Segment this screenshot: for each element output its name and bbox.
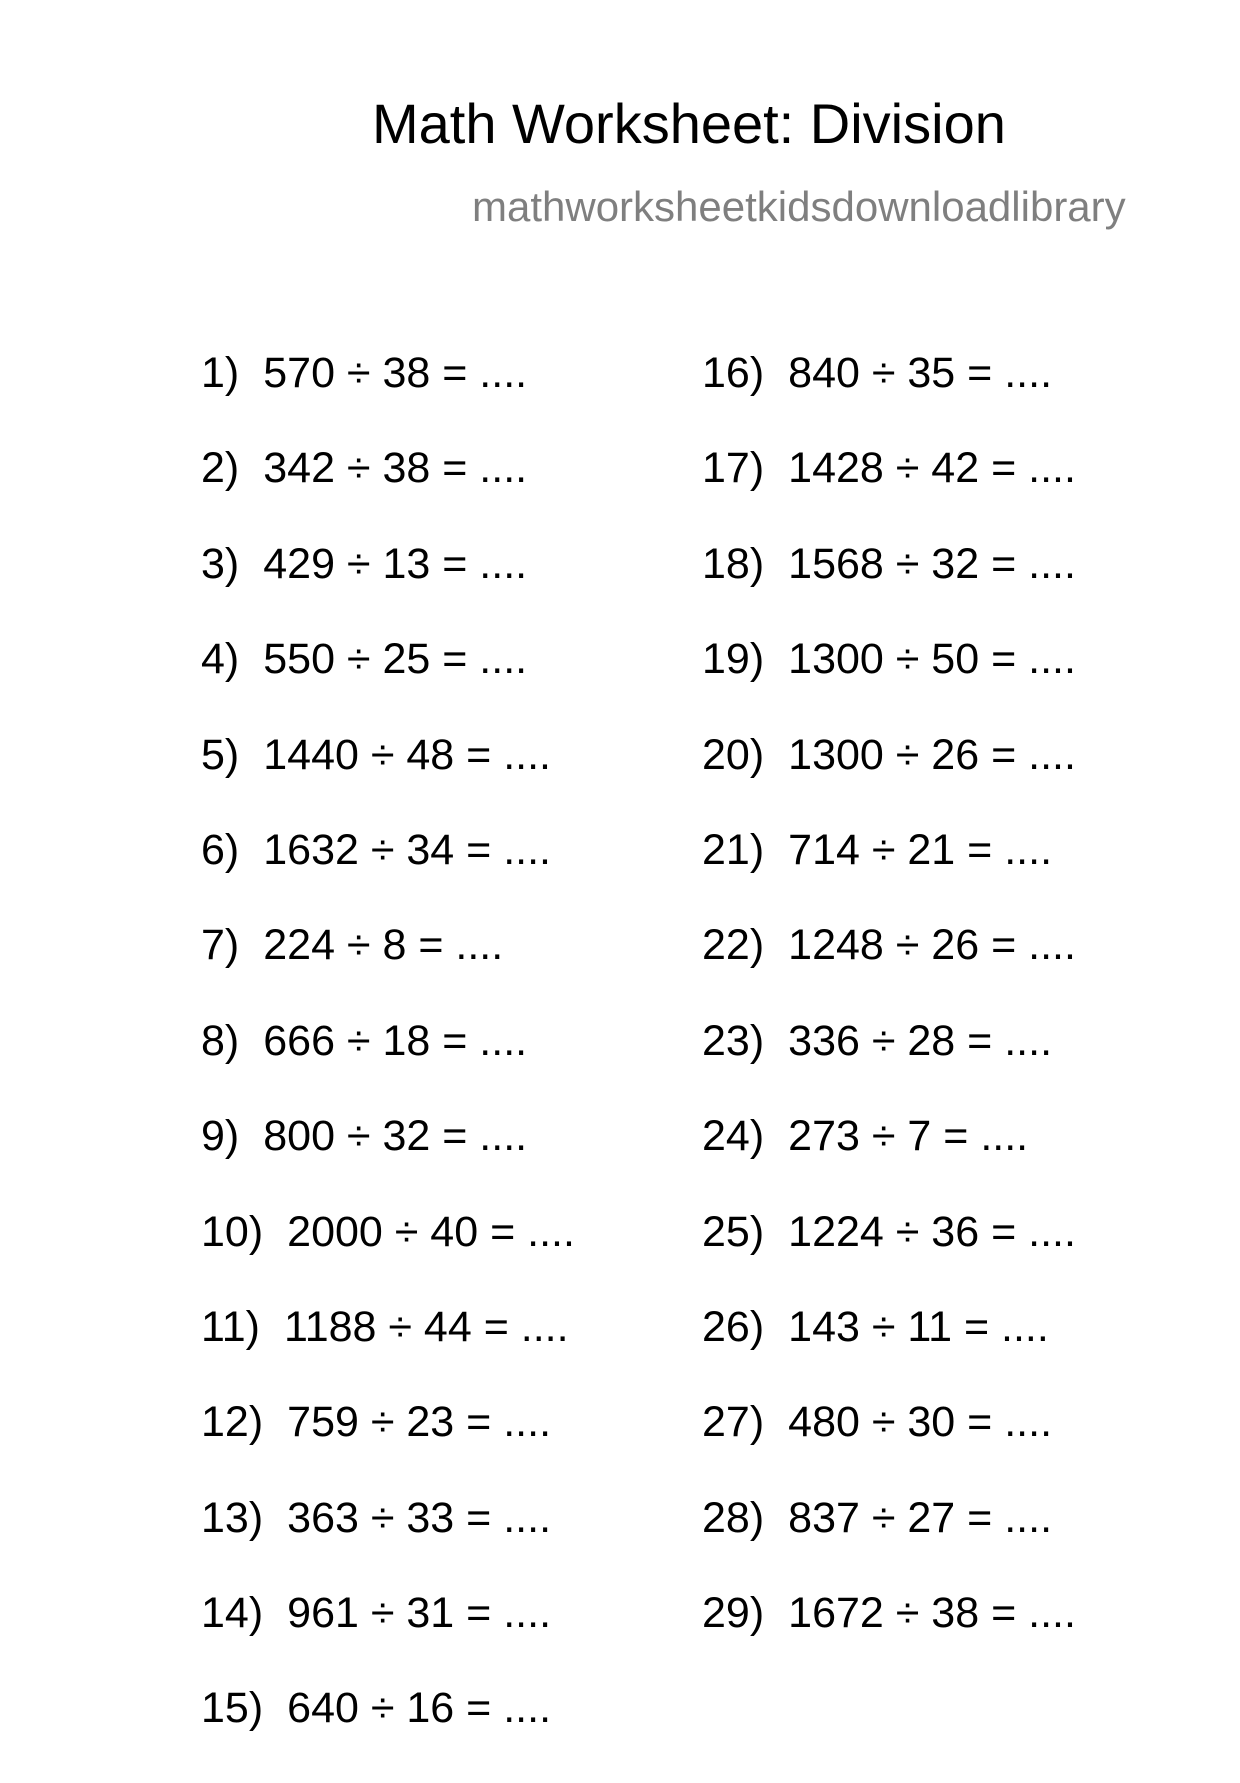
problem-number: 12) (201, 1398, 264, 1447)
problem-expression: 640 ÷ 16 = .... (287, 1684, 552, 1733)
problem-expression: 143 ÷ 11 = .... (788, 1302, 1049, 1351)
problem-item (702, 1398, 1076, 1496)
problem-number: 10) (201, 1207, 264, 1256)
problem-number: 20) (702, 730, 765, 779)
problem-expression: 273 ÷ 7 = .... (788, 1112, 1029, 1161)
problem-expression: 2000 ÷ 40 = .... (287, 1207, 575, 1256)
problem-number: 23) (702, 1016, 765, 1065)
problem-expression: 1188 ÷ 44 = .... (283, 1302, 569, 1351)
problem-number: 16) (702, 349, 765, 397)
problem-expression: 800 ÷ 32 = .... (263, 1112, 528, 1161)
problem-number: 22) (702, 921, 765, 970)
problem-expression: 1632 ÷ 34 = .... (263, 825, 552, 874)
problem-expression: 1440 ÷ 48 = .... (263, 730, 552, 779)
problem-item (702, 921, 1076, 1019)
problem-number: 5) (201, 730, 240, 779)
problem-expression: 1224 ÷ 36 = .... (788, 1207, 1076, 1256)
problem-item (201, 1589, 575, 1687)
problem-item (201, 1493, 575, 1592)
problem-item (702, 1302, 1076, 1401)
problem-expression: 1300 ÷ 26 = .... (788, 730, 1076, 779)
problem-number: 7) (201, 921, 240, 970)
problem-expression: 224 ÷ 8 = .... (263, 921, 504, 970)
problem-number: 28) (702, 1493, 765, 1542)
worksheet-title: Math Worksheet: Division (372, 92, 1006, 155)
problem-expression: 961 ÷ 31 = .... (287, 1589, 552, 1638)
problem-number: 3) (201, 539, 240, 588)
problem-item (702, 635, 1076, 733)
problem-number: 1) (201, 349, 240, 397)
problem-expression: 429 ÷ 13 = .... (263, 539, 528, 588)
problem-item (201, 635, 575, 733)
problem-expression: 1428 ÷ 42 = .... (788, 444, 1076, 493)
problem-item (201, 730, 575, 829)
problem-item (201, 921, 575, 1019)
problem-expression: 840 ÷ 35 = .... (788, 349, 1053, 397)
problem-item (702, 444, 1076, 542)
problem-number: 4) (201, 635, 240, 684)
problem-number: 29) (702, 1589, 765, 1638)
problem-number: 27) (702, 1398, 765, 1447)
problem-expression: 1248 ÷ 26 = .... (788, 921, 1076, 970)
problem-item (702, 1493, 1076, 1592)
problem-item (201, 444, 575, 542)
problem-number: 13) (201, 1493, 264, 1542)
problem-number: 8) (201, 1016, 240, 1065)
problem-item (702, 1589, 1076, 1687)
problem-expression: 666 ÷ 18 = .... (263, 1016, 528, 1065)
problem-item (702, 1207, 1076, 1306)
problem-number: 17) (702, 444, 765, 493)
problem-expression: 342 ÷ 38 = .... (263, 444, 528, 493)
problem-item (201, 1398, 575, 1496)
problem-number: 6) (201, 825, 240, 874)
problem-expression: 336 ÷ 28 = .... (788, 1016, 1053, 1065)
problem-item (201, 1112, 575, 1210)
problem-item (201, 825, 575, 924)
problem-item (201, 1207, 575, 1306)
problem-item (201, 1302, 575, 1401)
problem-expression: 570 ÷ 38 = .... (263, 349, 528, 397)
problem-number: 14) (201, 1589, 264, 1638)
problem-expression: 759 ÷ 23 = .... (287, 1398, 552, 1447)
problem-number: 15) (201, 1684, 264, 1733)
problem-expression: 363 ÷ 33 = .... (287, 1493, 552, 1542)
problem-expression: 837 ÷ 27 = .... (788, 1493, 1053, 1542)
problem-item (201, 1016, 575, 1115)
problem-item (201, 349, 575, 447)
problem-number: 26) (702, 1302, 765, 1351)
problem-list-left (201, 349, 575, 1783)
problem-item (702, 349, 1076, 447)
problem-item (702, 825, 1076, 924)
problem-item (702, 1016, 1076, 1115)
problem-number: 11) (201, 1302, 260, 1351)
problem-item (201, 539, 575, 638)
problem-expression: 1568 ÷ 32 = .... (788, 539, 1076, 588)
problem-number: 24) (702, 1112, 765, 1161)
problem-item (702, 730, 1076, 829)
problem-number: 9) (201, 1112, 240, 1161)
problem-expression: 550 ÷ 25 = .... (263, 635, 528, 684)
problem-item (201, 1684, 575, 1782)
problem-expression: 1672 ÷ 38 = .... (788, 1589, 1076, 1638)
worksheet-subtitle: mathworksheetkidsdownloadlibrary (472, 183, 1126, 230)
problem-number: 18) (702, 539, 765, 588)
problem-item (702, 539, 1076, 638)
problem-item (702, 1112, 1076, 1210)
problem-expression: 1300 ÷ 50 = .... (788, 635, 1076, 684)
problem-number: 2) (201, 444, 240, 493)
problem-list-right (702, 349, 1076, 1687)
problem-expression: 480 ÷ 30 = .... (788, 1398, 1053, 1447)
problem-expression: 714 ÷ 21 = .... (788, 825, 1053, 874)
problem-number: 21) (702, 825, 765, 874)
problem-number: 19) (702, 635, 765, 684)
problem-number: 25) (702, 1207, 765, 1256)
